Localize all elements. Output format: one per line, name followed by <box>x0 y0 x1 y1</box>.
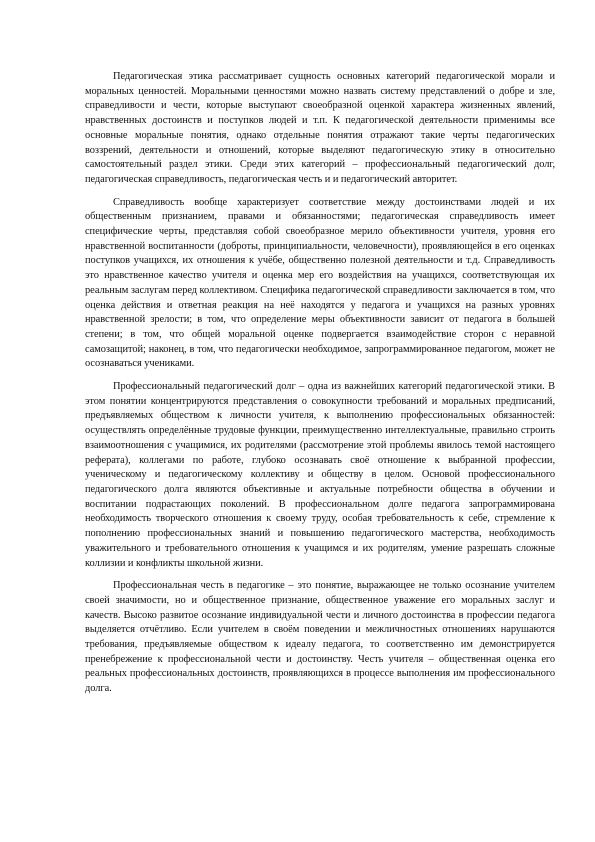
document-body <box>85 70 555 705</box>
paragraph-pedagogical-ethics: Педагогическая этика рассматривает сущность основных категорий педагогической морали и моральных ценностей. Моральными ценностями можно назвать систему представлений о добре и зле, справедливости и чести, которые выступают своеобразной оценкой характера жизненных явлений, нравственных достоинств и поступков людей и т.п. К педагогической деятельности применимы все основные моральные понятия, однако отдельные понятия отражают такие черты педагогических воззрений, деятельности и отношений, которые выделяют педагогическую этику в относительно самостоятельный раздел этики. Среди этих категорий – профессиональный педагогический долг, педагогическая справедливость, педагогическая честь и и педагогический авторитет. <box>85 71 555 185</box>
paragraph-justice: Справедливость вообще характеризует соответствие между достоинствами людей и их общественным признанием, правами и обязанностями; педагогическая справедливость имеет специфические черты, представляя собой своеобразное мерило объективности учителя, уровня его нравственной воспитанности (доброты, принципиальности, человечности), проявляющейся в его оценках поступков учащихся, их отношения к учёбе, общественно полезной деятельности и т.д. Справедливость это нравственное качество учителя и оценка мер его воздействия на учащихся, соответствующая их реальным заслугам перед коллективом. Специфика педагогической справедливости заключается в том, что оценка действия и ответная реакция на неё находятся у педагога и учащихся на разных уровнях нравственной зрелости; в том, что определение меры объективности зависит от педагога в большей степени; в том, что общей моральной оценке подвергается взаимодействие сторон с неравной самозащитой; наконец, в том, что педагогически необходимое, запрограммированное педагогом, может не осознаваться учениками. <box>85 196 555 370</box>
paragraph-professional-honor: Профессиональная честь в педагогике – это понятие, выражающее не только осознание учителем своей значимости, но и общественное признание, общественное уважение его моральных заслуг и качеств. Высоко развитое осознание индивидуальной чести и личного достоинства в профессии педагога выделяется отчётливо. Если учителем в своём поведении и межличностных отношениях нарушаются требования, предъявляемые обществом к идеалу педагога, то соответственно им демонстрируется пренебрежение к профессиональной чести и достоинству. Честь учителя – общественная оценка его реальных профессиональных достоинств, проявляющихся в процессе выполнения им профессионального долга. <box>85 580 555 695</box>
paragraph-professional-duty: Профессиональный педагогический долг – одна из важнейших категорий педагогической этики. В этом понятии концентрируются представления о совокупности требований и моральных предписаний, предъявляемых обществом к личности учителя, к выполнению профессиональных обязанностей: осуществлять определённые трудовые функции, преимущественно интеллектуальные, правильно строить взаимоотношения с учащимися, их родителями (рассмотрение этой проблемы явилось темой настоящего реферата), коллегами по работе, глубоко осознавать своё отношение к выбранной профессии, ученическому и педагогическому коллективу и обществу в целом. Основой профессионального педагогического долга являются объективные и актуальные потребности общества в обучении и воспитании подрастающих поколений. В профессиональном долге педагога запрограммирована необходимость творческого отношения к своему труду, особая требовательность к себе, стремление к пополнению профессиональных знаний и повышению педагогического мастерства, необходимость уважительного и требовательного отношения к учащимся и их родителям, умение разрешать сложные коллизии и конфликты школьной жизни. <box>85 381 555 569</box>
